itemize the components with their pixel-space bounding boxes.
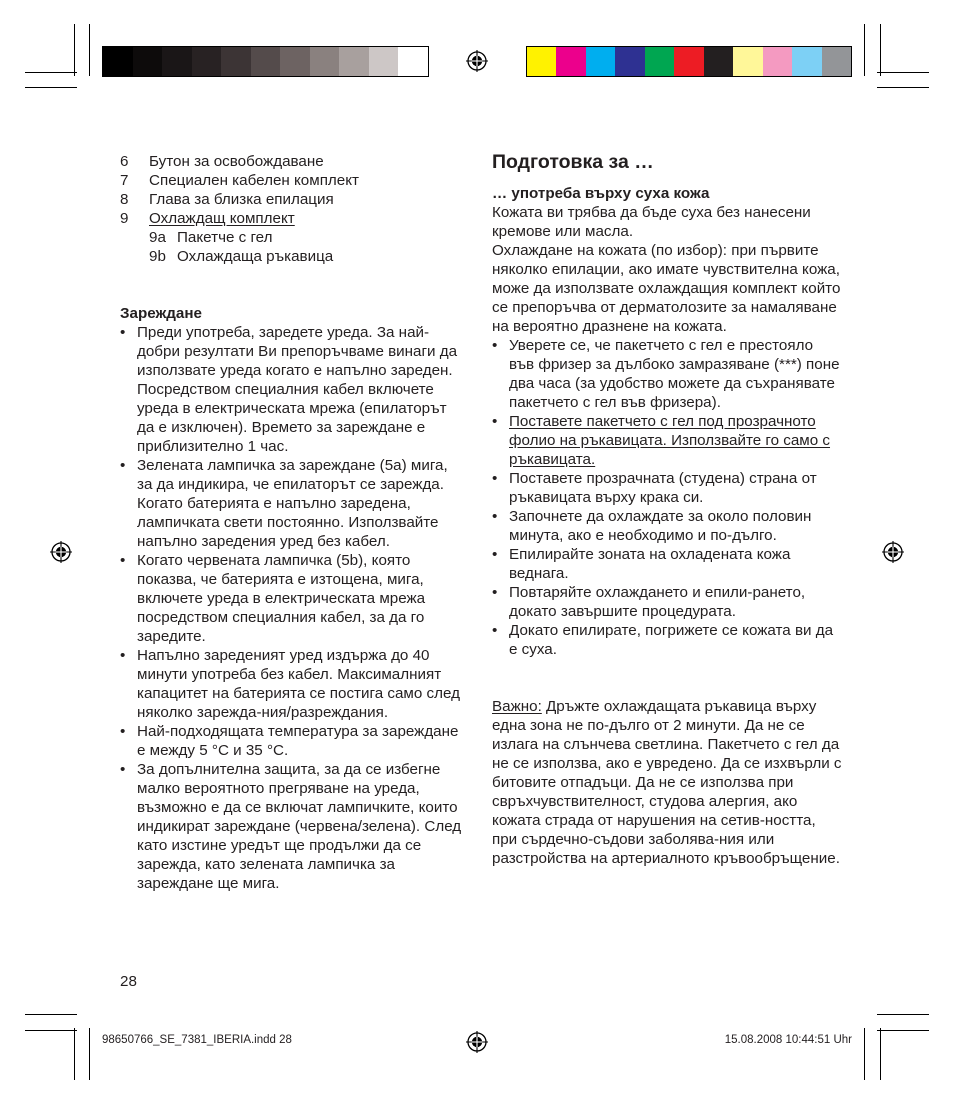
item-number: 9 xyxy=(120,210,129,227)
bullet-item: • Уверете се, че пакетчето с гел е престояло във фризер за дълбоко замразяване (***) поне два часа (за удобство можете да съхранявате пакетчето с гел във фризера). xyxy=(492,336,842,412)
color-swatch xyxy=(527,47,556,76)
item-number: 7 xyxy=(120,172,129,189)
charging-heading: Зареждане xyxy=(120,305,202,322)
crop-mark xyxy=(89,1028,90,1080)
bullet-item: • Най-подходящата температура за зареждане е между 5 °C и 35 °C. xyxy=(120,722,465,760)
color-swatch xyxy=(792,47,821,76)
intro-paragraph: Охлаждане на кожата (по избор): при първите няколко епилации, ако имате чувствителна кожа, може да използвате охлаждащия комплект който се препоръчва от дерматолозите за намаляване на вероятно дразнене на кожата. xyxy=(492,242,841,335)
important-note xyxy=(492,697,842,868)
bullet-item: • Когато червената лампичка (5b), която показва, че батерията е изтощена, мига, включете уреда в електрическата мрежа посредством специалния кабел, за да го заредите. xyxy=(120,551,465,646)
crop-mark xyxy=(880,1028,881,1080)
list-item xyxy=(120,152,465,171)
color-swatch xyxy=(251,47,281,76)
item-label: Охлаждащ комплект xyxy=(149,210,295,227)
important-label: Важно: xyxy=(492,698,542,715)
footer-file-info: 98650766_SE_7381_IBERIA.indd 28 xyxy=(102,1034,292,1046)
item-label: Специален кабелен комплект xyxy=(149,172,359,189)
registration-mark-icon xyxy=(466,1031,488,1053)
color-swatch xyxy=(221,47,251,76)
color-swatch xyxy=(133,47,163,76)
underlined-text: Поставете пакетчето с гел под прозрачното фолио на ръкавицата. Използвайте го само с ръкавицата. xyxy=(509,413,831,468)
item-number: 8 xyxy=(120,191,129,208)
section-subheading: … употреба върху суха кожа xyxy=(492,185,710,202)
color-swatch xyxy=(369,47,399,76)
color-swatch xyxy=(162,47,192,76)
crop-mark xyxy=(877,1014,929,1015)
crop-mark xyxy=(74,24,75,76)
bullet-item: • Поставете прозрачната (студена) страна от ръкавицата върху крака си. xyxy=(492,469,842,507)
left-column xyxy=(120,152,465,893)
cooling-bullets xyxy=(492,336,842,659)
bullet-item: • За допълнителна защита, за да се избегне малко вероятното прегряване на уреда, възможно е да се включат лампичките, които индикират зареждане (червена/зелена). След като изстине уредът ще продължи да се зарежда, като зелената лампичка за зареждане ще мига. xyxy=(120,760,465,893)
crop-mark xyxy=(877,1030,929,1031)
color-swatch xyxy=(339,47,369,76)
item-label: Глава за близка епилация xyxy=(149,191,334,208)
color-swatch xyxy=(586,47,615,76)
crop-mark xyxy=(25,72,77,73)
bullet-item: • Започнете да охлаждате за около половин минута, ако е необходимо и по-дълго. xyxy=(492,507,842,545)
list-item xyxy=(149,247,465,266)
bullet-item: • Докато епилирате, погрижете се кожата ви да е суха. xyxy=(492,621,842,659)
bullet-item: • Повтаряйте охлаждането и епили-рането, докато завършите процедурата. xyxy=(492,583,842,621)
important-text: Дръжте охлаждащата ръкавица върху една зона не по-дълго от 2 минути. Да не се излага на слънчева светлина. Пакетчето с гел да не се използва, ако е увредено. Да се изхвърли с битовите отпадъци. Да не се използва при свръхчувствителност, студова алергия, ако кожата страда от нарушения на сетив-ността, при сърдечно-съдови заболява-ния или разстройства на артериалното кръвообръщение. xyxy=(492,698,842,867)
color-swatch xyxy=(310,47,340,76)
crop-mark xyxy=(25,1014,77,1015)
bullet-item: • Напълно зареденият уред издържа до 40 минути употреба без кабел. Максималният капацитет на батерията се постига само след няколко зарежда-ния/разреждания. xyxy=(120,646,465,722)
registration-mark-icon xyxy=(50,541,72,563)
section-title: Подготовка за … xyxy=(492,151,654,173)
process-color-bar xyxy=(526,46,852,77)
page-number: 28 xyxy=(120,973,137,990)
color-swatch xyxy=(822,47,851,76)
item-number: 6 xyxy=(120,153,129,170)
color-swatch xyxy=(556,47,585,76)
crop-mark xyxy=(74,1028,75,1080)
color-swatch xyxy=(763,47,792,76)
bullet-item: • Епилирайте зоната на охладената кожа веднага. xyxy=(492,545,842,583)
list-item xyxy=(120,190,465,209)
item-label: Пакетче с гел xyxy=(177,229,273,246)
charging-bullets xyxy=(120,323,465,893)
color-swatch xyxy=(192,47,222,76)
crop-mark xyxy=(25,87,77,88)
grayscale-color-bar xyxy=(102,46,429,77)
item-label: Бутон за освобождаване xyxy=(149,153,324,170)
list-item xyxy=(149,228,465,247)
right-column xyxy=(492,150,842,868)
registration-mark-icon xyxy=(882,541,904,563)
subparts-list xyxy=(120,228,465,266)
item-number: 9b xyxy=(149,248,166,265)
crop-mark xyxy=(877,72,929,73)
item-number: 9a xyxy=(149,229,166,246)
crop-mark xyxy=(864,1028,865,1080)
color-swatch xyxy=(733,47,762,76)
bullet-item: • Преди употреба, заредете уреда. За най-добри резултати Ви препоръчваме винаги да използвате уреда когато е напълно зареден. Посредством специалния кабел включете уреда в електрическата мрежа (епилаторът да е изключен). Времето за зареждане е приблизително 1 час. xyxy=(120,323,465,456)
crop-mark xyxy=(880,24,881,76)
footer-timestamp: 15.08.2008 10:44:51 Uhr xyxy=(724,1034,852,1046)
item-label: Охлаждаща ръкавица xyxy=(177,248,334,265)
bullet-item xyxy=(492,412,842,469)
crop-mark xyxy=(89,24,90,76)
intro-paragraph: Кожата ви трябва да бъде суха без нанесени кремове или масла. xyxy=(492,204,811,240)
color-swatch xyxy=(280,47,310,76)
list-item xyxy=(120,171,465,190)
color-swatch xyxy=(704,47,733,76)
color-swatch xyxy=(398,47,428,76)
list-item xyxy=(120,209,465,228)
parts-list xyxy=(120,152,465,228)
color-swatch xyxy=(103,47,133,76)
crop-mark xyxy=(25,1030,77,1031)
registration-mark-icon xyxy=(466,50,488,72)
crop-mark xyxy=(877,87,929,88)
color-swatch xyxy=(645,47,674,76)
bullet-item: • Зелената лампичка за зареждане (5a) мига, за да индикира, че епилаторът се зарежда. Когато батерията е напълно заредена, лампичката свети постоянно. Използвайте напълно заредения уред без кабел. xyxy=(120,456,465,551)
color-swatch xyxy=(615,47,644,76)
crop-mark xyxy=(864,24,865,76)
color-swatch xyxy=(674,47,703,76)
